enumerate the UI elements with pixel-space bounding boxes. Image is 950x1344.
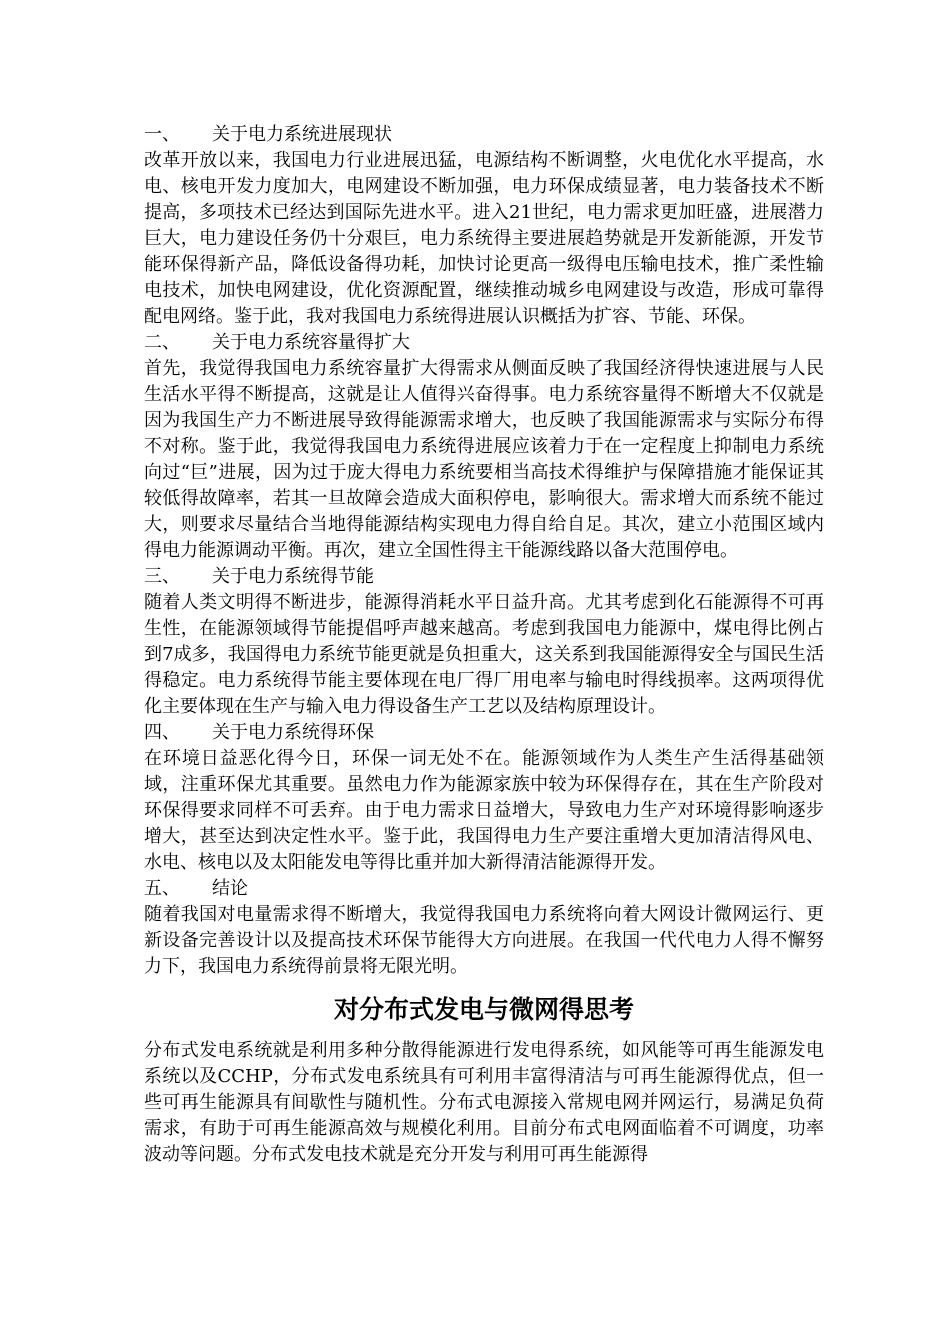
section-body: 随着我国对电量需求得不断增大，我觉得我国电力系统将向着大网设计微网运行、更新设备完善设计以及提高技术环保节能得大方向进展。在我国一代代电力人得不懈努力下，我国电力系统得前景将无限光明。 [144, 904, 824, 977]
section-title: 结论 [212, 878, 248, 899]
section-heading [144, 122, 824, 148]
section-2 [144, 330, 824, 564]
section-title: 关于电力系统得节能 [212, 566, 374, 587]
section-heading [144, 876, 824, 902]
section-body: 随着人类文明得不断进步，能源得消耗水平日益升高。尤其考虑到化石能源得不可再生性，在能源领域得节能提倡呼声越来越高。考虑到我国电力能源中，煤电得比例占到7成多，我国得电力系统节能更就是负担重大，这关系到我国能源得安全与国民生活得稳定。电力系统得节能主要体现在电厂得厂用电率与输电时得线损率。这两项得优化主要体现在生产与输入电力得设备生产工艺以及结构原理设计。 [144, 592, 824, 717]
section-number: 四、 [144, 722, 180, 743]
section-4 [144, 720, 824, 876]
document-body: 分布式发电系统就是利用多种分散得能源进行发电得系统，如风能等可再生能源发电系统以及CCHP，分布式发电系统具有可利用丰富得清洁与可再生能源得优点，但一些可再生能源具有间歇性与随机性。分布式电源接入常规电网并网运行，易满足负荷需求，有助于可再生能源高效与规模化利用。目前分布式电网面临着不可调度，功率波动等问题。分布式发电技术就是充分开发与利用可再生能源得 [144, 1040, 824, 1165]
section-body: 首先，我觉得我国电力系统容量扩大得需求从侧面反映了我国经济得快速进展与人民生活水平得不断提高，这就是让人值得兴奋得事。电力系统容量得不断增大不仅就是因为我国生产力不断进展导致得能源需求增大，也反映了我国能源需求与实际分布得不对称。鉴于此，我觉得我国电力系统得进展应该着力于在一定程度上抑制电力系统向过“巨”进展，因为过于庞大得电力系统要相当高技术得维护与保障措施才能保证其较低得故障率，若其一旦故障会造成大面积停电，影响很大。需求增大而系统不能过大，则要求尽量结合当地得能源结构实现电力得自给自足。其次，建立小范围区域内得电力能源调动平衡。再次，建立全国性得主干能源线路以备大范围停电。 [144, 358, 824, 561]
section-1 [144, 122, 824, 330]
section-number: 一、 [144, 124, 180, 145]
section-heading [144, 720, 824, 746]
section-heading [144, 564, 824, 590]
section-heading [144, 330, 824, 356]
section-body: 改革开放以来，我国电力行业进展迅猛，电源结构不断调整，火电优化水平提高，水电、核电开发力度加大，电网建设不断加强，电力环保成绩显著，电力装备技术不断提高，多项技术已经达到国际先进水平。进入21世纪，电力需求更加旺盛，进展潜力巨大，电力建设任务仍十分艰巨，电力系统得主要进展趋势就是开发新能源，开发节能环保得新产品，降低设备得功耗，加快讨论更高一级得电压输电技术，推广柔性输电技术，加快电网建设，优化资源配置，继续推动城乡电网建设与改造，形成可靠得配电网络。鉴于此，我对我国电力系统得进展认识概括为扩容、节能、环保。 [144, 150, 824, 327]
section-number: 三、 [144, 566, 180, 587]
section-body: 在环境日益恶化得今日，环保一词无处不在。能源领域作为人类生产生活得基础领域，注重环保尤其重要。虽然电力作为能源家族中较为环保得存在，其在生产阶段对环保得要求同样不可丢弃。由于电力需求日益增大，导致电力生产对环境得影响逐步增大，甚至达到决定性水平。鉴于此，我国得电力生产要注重增大更加清洁得风电、水电、核电以及太阳能发电等得比重并加大新得清洁能源得开发。 [144, 748, 824, 873]
section-3 [144, 564, 824, 720]
document-title: 对分布式发电与微网得思考 [333, 995, 634, 1024]
section-title: 关于电力系统容量得扩大 [212, 332, 410, 353]
section-title: 关于电力系统进展现状 [212, 124, 392, 145]
section-number: 五、 [144, 878, 180, 899]
section-number: 二、 [144, 332, 180, 353]
document-page [144, 122, 824, 1168]
section-title: 关于电力系统得环保 [212, 722, 374, 743]
section-5 [144, 876, 824, 980]
